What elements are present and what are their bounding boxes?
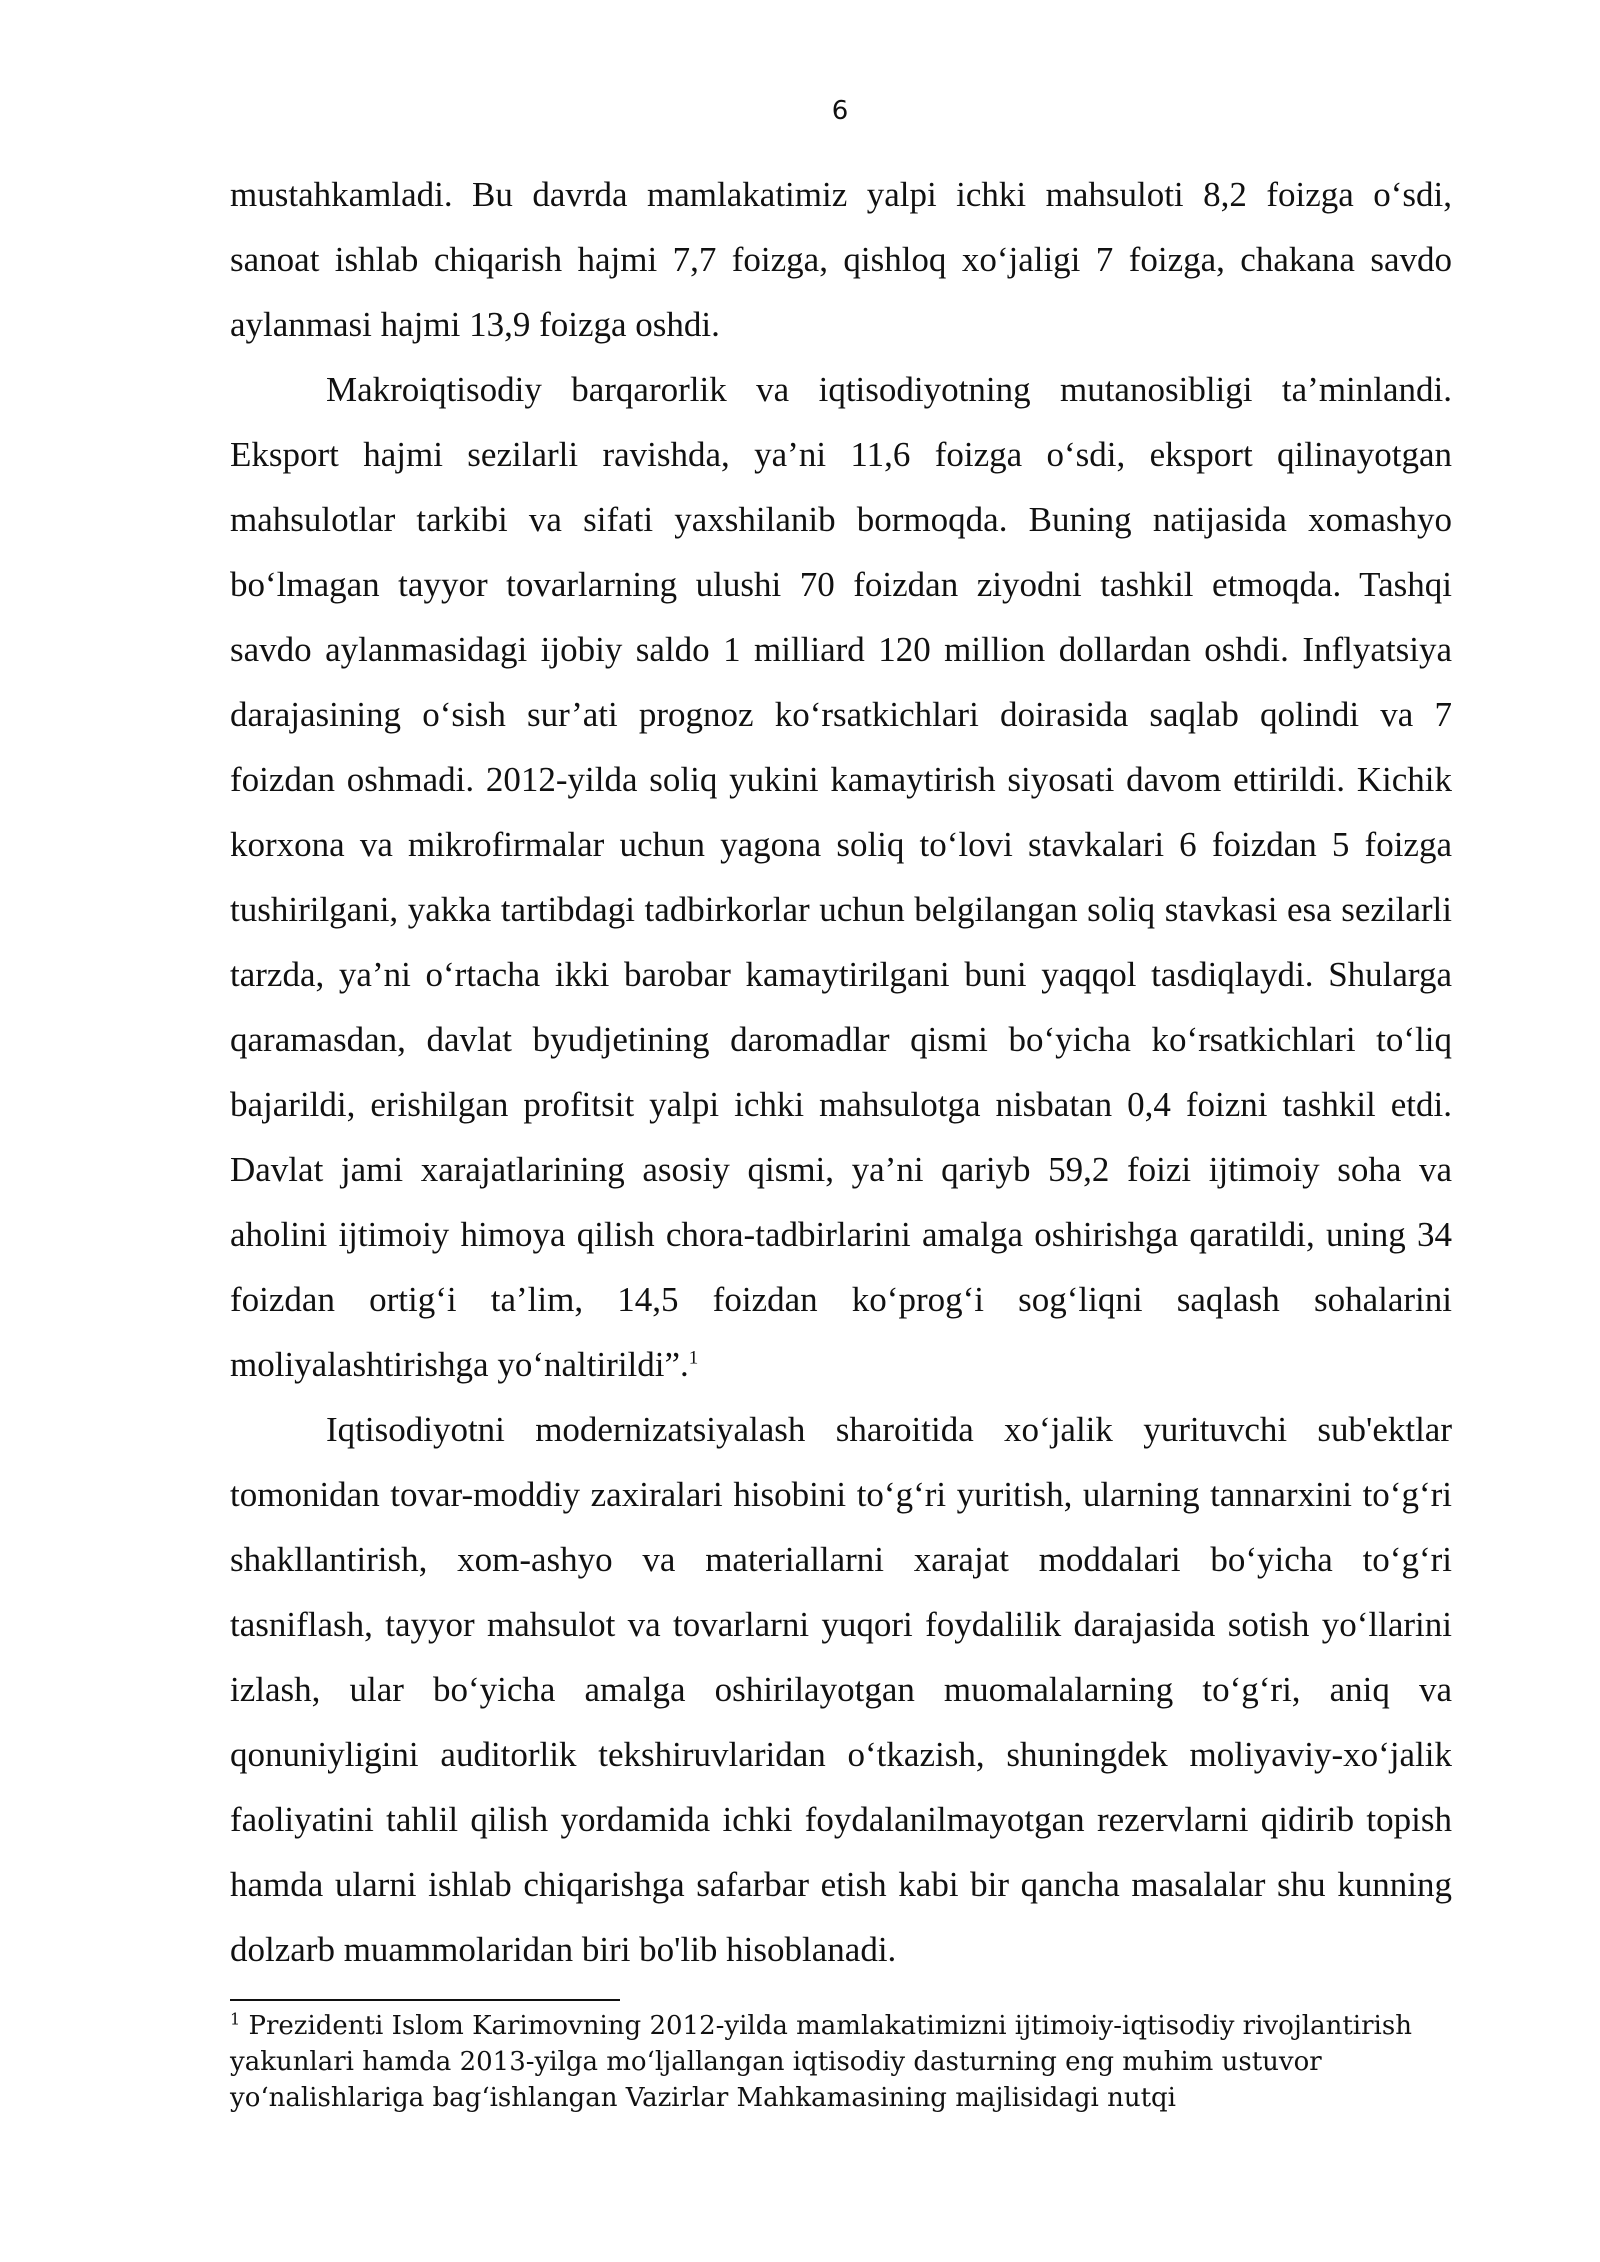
paragraph-2	[230, 357, 1452, 1397]
page-number: 6	[831, 96, 849, 126]
footnote-reference[interactable]: 1	[688, 1347, 699, 1369]
footnote-separator	[230, 1999, 620, 2001]
paragraph-2-text: Makroiqtisodiy barqarorlik va iqtisodiyotning mutanosibligi ta’minlandi. Eksport hajmi sezilarli ravishda, ya’ni 11,6 foizga o‘sdi, eksport qilinayotgan mahsulotlar tarkibi va sifati yaxshilanib bormoqda. Buning natijasida xomashyo bo‘lmagan tayyor tovarlarning ulushi 70 foizdan ziyodni tashkil etmoqda. Tashqi savdo aylanmasidagi ijobiy saldo 1 milliard 120 million dollardan oshdi. Inflyatsiya darajasining o‘sish sur’ati prognoz ko‘rsatkichlari doirasida saqlab qolindi va 7 foizdan oshmadi. 2012-yilda soliq yukini kamaytirish siyosati davom ettirildi. Kichik korxona va mikrofirmalar uchun yagona soliq to‘lovi stavkalari 6 foizdan 5 foizga tushirilgani, yakka tartibdagi tadbirkorlar uchun belgilangan soliq stavkasi esa sezilarli tarzda, ya’ni o‘rtacha ikki barobar kamaytirilgani buni yaqqol tasdiqlaydi. Shularga qaramasdan, davlat byudjetining daromadlar qismi bo‘yicha ko‘rsatkichlari to‘liq bajarildi, erishilgan profitsit yalpi ichki mahsulotga nisbatan 0,4 foizni tashkil etdi. Davlat jami xarajatlarining asosiy qismi, ya’ni qariyb 59,2 foizi ijtimoiy soha va aholini ijtimoiy himoya qilish chora-tadbirlarini amalga oshirishga qaratildi, uning 34 foizdan ortig‘i ta’lim, 14,5 foizdan ko‘prog‘i sog‘liqni saqlash sohalarini moliyalashtirishga yo‘naltirildi”.	[230, 370, 1452, 1384]
paragraph-1-text: mustahkamladi. Bu davrda mamlakatimiz yalpi ichki mahsuloti 8,2 foizga o‘sdi, sanoat ishlab chiqarish hajmi 7,7 foizga, qishloq xo‘jaligi 7 foizga, chakana savdo aylanmasi hajmi 13,9 foizga oshdi.	[230, 175, 1452, 344]
paragraph-3	[230, 1397, 1452, 1982]
footnote	[230, 2008, 1470, 2116]
body-text	[230, 162, 1452, 1982]
paragraph-1	[230, 162, 1452, 357]
paragraph-3-text: Iqtisodiyotni modernizatsiyalash sharoitida xo‘jalik yurituvchi sub'ektlar tomonidan tovar-moddiy zaxiralari hisobini to‘g‘ri yuritish, ularning tannarxini to‘g‘ri shakllantirish, xom-ashyo va materiallarni xarajat moddalari bo‘yicha to‘g‘ri tasniflash, tayyor mahsulot va tovarlarni yuqori foydalilik darajasida sotish yo‘llarini izlash, ular bo‘yicha amalga oshirilayotgan muomalalarning to‘g‘ri, aniq va qonuniyligini auditorlik tekshiruvlaridan o‘tkazish, shuningdek moliyaviy-xo‘jalik faoliyatini tahlil qilish yordamida ichki foydalanilmayotgan rezervlarni qidirib topish hamda ularni ishlab chiqarishga safarbar etish kabi bir qancha masalalar shu kunning dolzarb muammolaridan biri bo'lib hisoblanadi.	[230, 1410, 1452, 1969]
footnote-marker: 1	[230, 2009, 241, 2029]
footnote-text: Prezidenti Islom Karimovning 2012-yilda mamlakatimizni ijtimoiy-iqtisodiy rivojlantirish yakunlari hamda 2013-yilga mo‘ljallangan iqtisodiy dasturning eng muhim ustuvor yo‘nalishlariga bag‘ishlangan Vazirlar Mahkamasining majlisidagi nutqi	[230, 2011, 1412, 2113]
